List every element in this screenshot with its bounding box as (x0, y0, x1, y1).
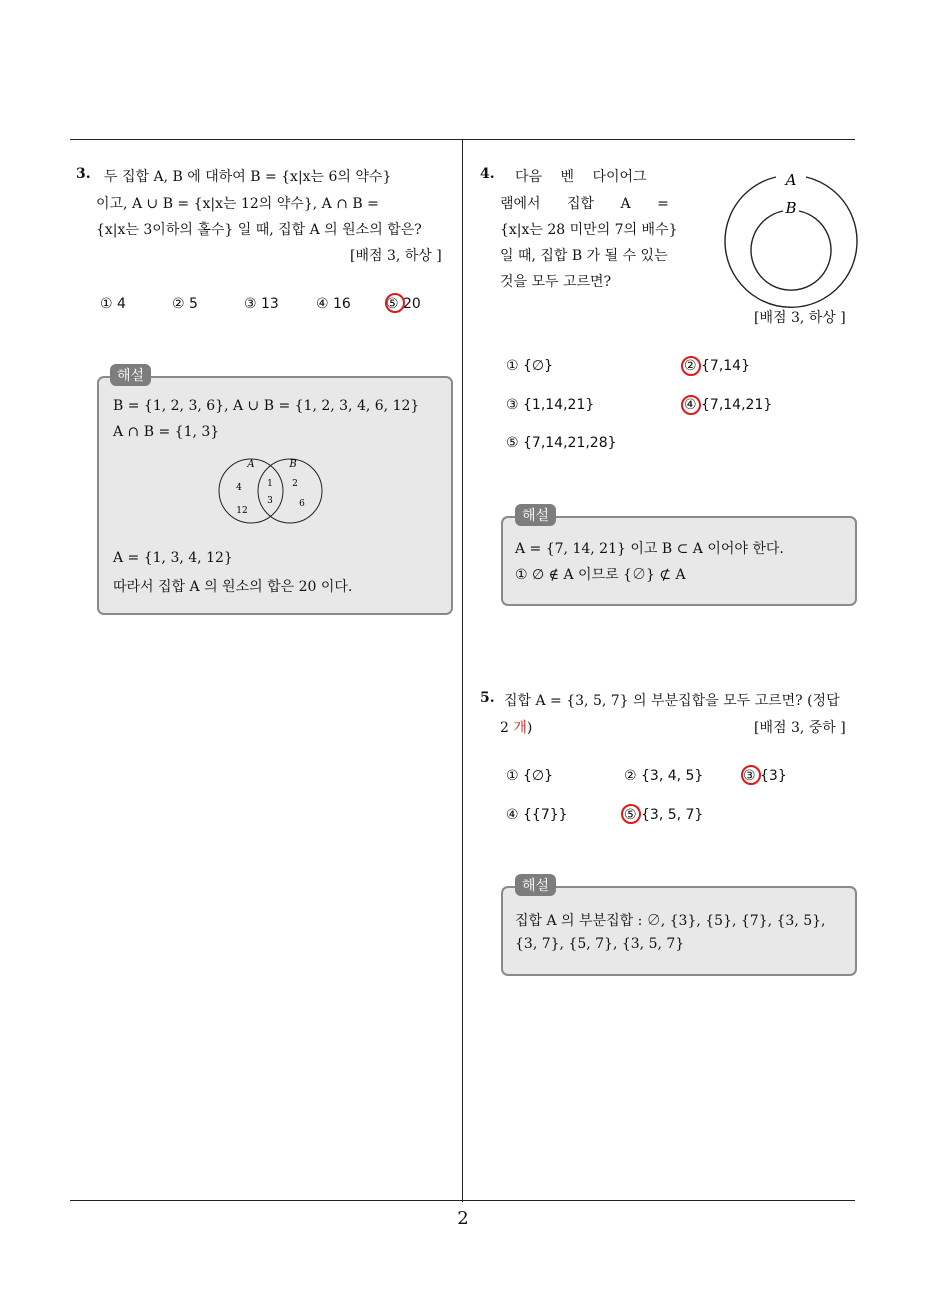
question-text-line2: 2 개) (500, 720, 533, 736)
solution-tag: 해설 (515, 874, 556, 896)
solution-box-4 (501, 516, 857, 606)
answer-mark (681, 395, 701, 415)
choice-2[interactable]: ② {7,14} (684, 358, 750, 374)
question-number: 3. (76, 166, 91, 182)
solution-box-5 (501, 886, 857, 976)
points-label: [배점 3, 하상 ] (350, 248, 442, 264)
points-label: [배점 3, 하상 ] (754, 310, 846, 326)
solution-box-3 (97, 376, 453, 615)
question-text-line1: 두 집합 A, B 에 대하여 B = {x|x는 6의 약수} (104, 169, 392, 185)
choice-2[interactable]: ② 5 (172, 296, 198, 312)
choice-5[interactable]: ⑤ {3, 5, 7} (624, 807, 704, 823)
column-divider (462, 139, 463, 1202)
answer-mark (621, 804, 641, 824)
question-text-line1: 다음 벤 다이어그 (515, 169, 647, 185)
solution-line3: A = {1, 3, 4, 12} (113, 550, 233, 566)
venn-only-b-1: 2 (292, 479, 298, 489)
choice-1[interactable]: ① {∅} (506, 768, 554, 784)
question-text-line3: {x|x는 28 미만의 7의 배수} (500, 222, 678, 238)
page-number: 2 (457, 1208, 469, 1229)
choice-5[interactable]: ⑤ 20 (386, 296, 421, 312)
points-label: [배점 3, 중하 ] (754, 720, 846, 736)
venn-both-1: 1 (267, 479, 273, 489)
choice-4[interactable]: ④ 16 (316, 296, 351, 312)
question-number: 5. (480, 690, 495, 706)
solution-line1: 집합 A 의 부분집합 : ∅, {3}, {5}, {7}, {3, 5}, (515, 913, 826, 929)
answer-mark (741, 765, 761, 785)
solution-tag: 해설 (110, 364, 151, 386)
question-text-line1: 집합 A = {3, 5, 7} 의 부분집합을 모두 고르면? (정답 (504, 693, 840, 709)
solution-line2: A ∩ B = {1, 3} (113, 424, 220, 440)
diagram-label-a: A (785, 171, 797, 189)
question-text-line3: {x|x는 3이하의 홀수} 일 때, 집합 A 의 원소의 합은? (96, 222, 422, 238)
answer-mark (681, 356, 701, 376)
venn-only-a-1: 4 (236, 483, 242, 493)
question-text-line2: 램에서 집합 A = (500, 196, 669, 212)
venn-both-2: 3 (267, 496, 273, 506)
solution-line2: {3, 7}, {5, 7}, {3, 5, 7} (515, 936, 685, 952)
choice-5[interactable]: ⑤ {7,14,21,28} (506, 435, 617, 451)
diagram-label-b: B (785, 199, 797, 217)
venn-only-b-2: 6 (299, 499, 305, 509)
answer-count-highlight: 개 (513, 720, 527, 736)
choice-4[interactable]: ④ {{7}} (506, 807, 568, 823)
solution-line2: ① ∅ ∉ A 이므로 {∅} ⊄ A (515, 567, 686, 583)
question-text-line2: 이고, A ∪ B = {x|x는 12의 약수}, A ∩ B = (96, 196, 379, 212)
choice-3[interactable]: ③ 13 (244, 296, 279, 312)
solution-line1: B = {1, 2, 3, 6}, A ∪ B = {1, 2, 3, 4, 6, 12} (113, 398, 420, 414)
solution-line1: A = {7, 14, 21} 이고 B ⊂ A 이어야 한다. (515, 541, 784, 557)
solution-tag: 해설 (515, 504, 556, 526)
choice-1[interactable]: ① {∅} (506, 358, 554, 374)
venn-label-b: B (289, 459, 297, 470)
choice-4[interactable]: ④ {7,14,21} (684, 397, 773, 413)
answer-mark (385, 293, 405, 313)
solution-line4: 따라서 집합 A 의 원소의 합은 20 이다. (113, 579, 353, 595)
nested-set-diagram (720, 168, 860, 310)
choice-1[interactable]: ① 4 (100, 296, 126, 312)
choice-3[interactable]: ③ {3} (743, 768, 787, 784)
venn-label-a: A (247, 459, 255, 470)
choice-3[interactable]: ③ {1,14,21} (506, 397, 595, 413)
venn-only-a-2: 12 (236, 506, 248, 516)
venn-diagram (217, 456, 329, 526)
question-text-line4: 일 때, 집합 B 가 될 수 있는 (500, 248, 668, 264)
question-number: 4. (480, 166, 495, 182)
choice-2[interactable]: ② {3, 4, 5} (624, 768, 704, 784)
question-text-line5: 것을 모두 고르면? (500, 274, 612, 290)
